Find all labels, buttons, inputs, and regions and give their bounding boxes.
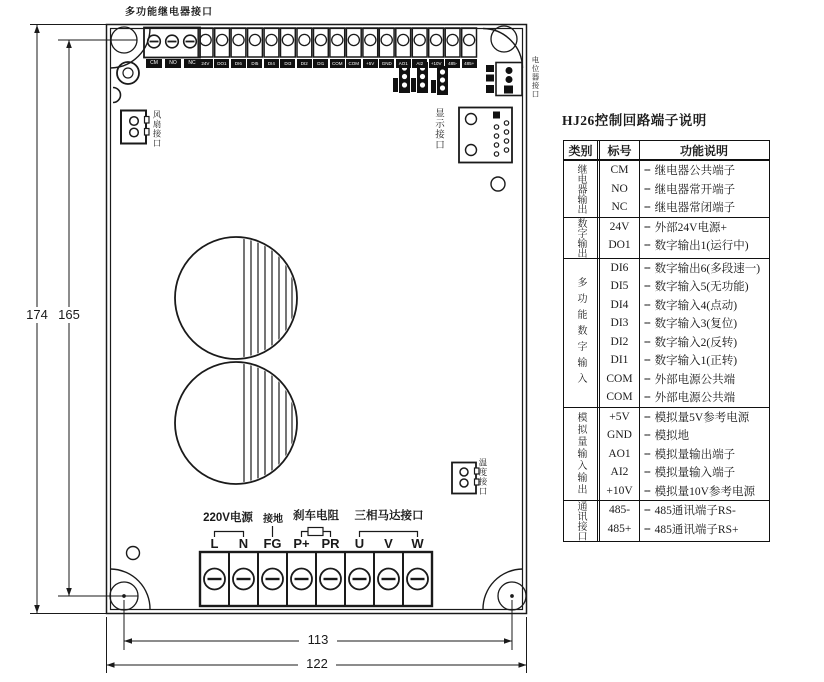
terminal-description — [640, 370, 768, 389]
group-category: 数字输出 — [575, 217, 586, 258]
terminal-code: +5V — [609, 410, 630, 423]
terminal-description — [640, 180, 768, 199]
control-terminal-strip — [198, 28, 476, 57]
terminal-description — [640, 198, 768, 217]
terminal-description — [640, 408, 768, 427]
dash: -- — [644, 317, 650, 330]
dimension-height-outer: 174 — [22, 307, 52, 323]
terminal-letter: PR — [321, 536, 340, 551]
header-function: 功能说明 — [679, 143, 728, 158]
relay-chip-label: NO — [165, 59, 181, 68]
table-group-analog-io — [564, 407, 769, 501]
description-text: 485通讯端子RS+ — [654, 523, 739, 536]
terminal-code: AO1 — [608, 447, 631, 460]
terminal-description-table — [563, 140, 770, 542]
terminal-letter: FG — [263, 536, 282, 551]
description-text: 数字输入5(无功能) — [654, 281, 749, 294]
potentiometer-connector — [486, 63, 522, 96]
description-text: 继电器常开端子 — [654, 183, 736, 196]
table-group-digital-input — [564, 258, 769, 407]
terminal-letter: N — [238, 536, 249, 551]
terminal-chip-label: +10V — [429, 59, 444, 68]
display-interface-label: 显示接口 — [433, 108, 443, 150]
description-text: 485通讯端子RS- — [654, 505, 736, 518]
dash: -- — [644, 335, 650, 348]
terminal-code: CM — [610, 164, 629, 176]
terminal-letter: L — [210, 536, 219, 551]
terminal-chip-label: 24V — [198, 59, 213, 68]
dimension-width-inner: 113 — [299, 632, 337, 648]
terminal-chip-label: AI2 — [412, 59, 427, 68]
terminal-description — [640, 445, 768, 464]
terminal-description — [640, 520, 768, 539]
terminal-description — [640, 236, 768, 255]
dash: -- — [644, 298, 650, 311]
terminal-chip-label: 485- — [445, 59, 460, 68]
potentiometer-interface-label: 电位器接口 — [531, 56, 540, 99]
terminal-letter: P+ — [293, 536, 310, 551]
terminal-chip-label: DI6 — [231, 59, 246, 68]
group-category: 多功能数字输入 — [575, 276, 586, 389]
dash: -- — [644, 280, 650, 293]
description-text: 数字输入1(正转) — [654, 355, 738, 368]
description-text: 外部电源公共端 — [654, 392, 736, 405]
header-category: 类别 — [564, 141, 600, 159]
description-text: 外部电源公共端 — [654, 373, 736, 386]
terminal-chip-label: COM — [330, 59, 345, 68]
dash: -- — [644, 239, 650, 252]
terminal-description — [640, 501, 768, 520]
terminal-description — [640, 218, 768, 237]
group-category: 模拟量输入输出 — [575, 411, 586, 496]
power-terminal-letters — [200, 536, 432, 552]
terminal-description — [640, 161, 768, 180]
description-text: 数字输入4(点动) — [654, 299, 738, 312]
terminal-code: GND — [607, 429, 632, 441]
relay-terminal-block — [144, 28, 200, 58]
description-text: 模拟量输入端子 — [654, 467, 736, 480]
terminal-code: 485- — [608, 504, 631, 516]
temperature-connector — [452, 463, 479, 494]
terminal-chip-label: 485+ — [462, 59, 477, 68]
terminal-description — [640, 463, 768, 482]
terminal-description — [640, 426, 768, 445]
terminal-code: 24V — [609, 220, 630, 233]
terminal-code: NO — [611, 182, 628, 195]
terminal-code: DI6 — [610, 261, 629, 274]
terminal-chip-label: DI1 — [313, 59, 328, 68]
dash: -- — [644, 410, 650, 423]
brake-group-label: 刹车电阻 — [293, 510, 339, 522]
terminal-strip-labels — [198, 59, 480, 68]
description-text: 模拟地 — [654, 430, 690, 443]
relay-chip-label: NC — [184, 59, 200, 68]
terminal-description — [640, 333, 768, 352]
description-text: 外部24V电源+ — [654, 221, 727, 234]
header-code: 标号 — [600, 141, 640, 159]
relay-chip-label: CM — [146, 59, 162, 68]
terminal-description — [640, 482, 768, 501]
terminal-code: NC — [611, 201, 628, 213]
terminal-description — [640, 277, 768, 296]
terminal-chip-label: DI2 — [297, 59, 312, 68]
terminal-code: DO1 — [608, 239, 631, 251]
relay-interface-label: 多功能继电器接口 — [125, 7, 213, 18]
terminal-code: +10V — [606, 484, 633, 497]
terminal-code: DI4 — [610, 298, 629, 311]
display-connector — [459, 108, 512, 163]
terminal-code: COM — [606, 391, 633, 403]
dash: -- — [644, 164, 650, 177]
terminal-chip-label: AO1 — [396, 59, 411, 68]
group-category: 通讯接口 — [575, 501, 586, 541]
fan-connector — [121, 111, 149, 144]
dash: -- — [644, 447, 650, 460]
group-category: 继电器输出 — [575, 163, 586, 214]
terminal-code: DI5 — [610, 280, 629, 292]
terminal-code: COM — [606, 372, 633, 385]
dash: -- — [644, 182, 650, 195]
terminal-code: 485+ — [607, 522, 632, 535]
description-text: 模拟量5V参考电源 — [654, 411, 750, 424]
terminal-letter: U — [354, 536, 365, 551]
dash: -- — [644, 261, 650, 274]
table-title: HJ26控制回路端子说明 — [562, 113, 707, 128]
dash: -- — [644, 429, 650, 442]
terminal-code: DI1 — [610, 354, 629, 366]
description-text: 模拟量10V参考电源 — [654, 485, 755, 498]
terminal-code: AI2 — [610, 466, 629, 478]
temperature-interface-label: 温度接口 — [478, 458, 488, 496]
capacitor-circles — [175, 236, 297, 485]
terminal-description — [640, 296, 768, 315]
terminal-chip-label: DI3 — [280, 59, 295, 68]
dimension-lines — [30, 25, 527, 674]
terminal-letter: W — [411, 536, 424, 551]
relay-chip-labels — [146, 59, 200, 68]
terminal-description — [640, 314, 768, 333]
terminal-description — [640, 388, 768, 407]
table-group-communication — [564, 500, 769, 541]
power-group-label: 220V电源 — [203, 512, 253, 524]
terminal-letter: V — [384, 536, 393, 551]
description-text: 模拟量输出端子 — [654, 448, 736, 461]
description-text: 数字输出6(多段速一) — [654, 262, 761, 275]
terminal-chip-label: GND — [379, 59, 394, 68]
dimension-height-inner: 165 — [54, 307, 84, 323]
description-text: 继电器公共端子 — [654, 165, 736, 178]
table-group-digital-output — [564, 217, 769, 258]
board-outline — [107, 25, 527, 614]
terminal-chip-label: +5V — [363, 59, 378, 68]
dash: -- — [644, 504, 650, 517]
power-terminal-block — [200, 552, 432, 606]
terminal-chip-label: DI5 — [247, 59, 262, 68]
dash: -- — [644, 466, 650, 479]
dash: -- — [644, 354, 650, 367]
description-text: 继电器常闭端子 — [654, 202, 736, 215]
terminal-description — [640, 351, 768, 370]
terminal-code: DI2 — [610, 335, 629, 348]
fan-interface-label: 风扇接口 — [152, 110, 162, 148]
dimension-width-outer: 122 — [298, 656, 336, 672]
description-text: 数字输入3(复位) — [654, 318, 738, 331]
dash: -- — [644, 201, 650, 214]
terminal-chip-label: DI4 — [264, 59, 279, 68]
terminal-chip-label: COM — [346, 59, 361, 68]
description-text: 数字输出1(运行中) — [654, 240, 749, 253]
table-group-relay-output — [564, 160, 769, 217]
dash: -- — [644, 484, 650, 497]
dash: -- — [644, 522, 650, 535]
ground-group-label: 接地 — [263, 514, 283, 525]
terminal-code: DI3 — [610, 317, 629, 329]
motor-group-label: 三相马达接口 — [354, 510, 424, 522]
terminal-chip-label: DO1 — [214, 59, 229, 68]
table-header-row — [564, 141, 769, 160]
dash: -- — [644, 372, 650, 385]
dash: -- — [644, 391, 650, 404]
description-text: 数字输入2(反转) — [654, 336, 738, 349]
terminal-description — [640, 259, 768, 278]
dash: -- — [644, 220, 650, 233]
